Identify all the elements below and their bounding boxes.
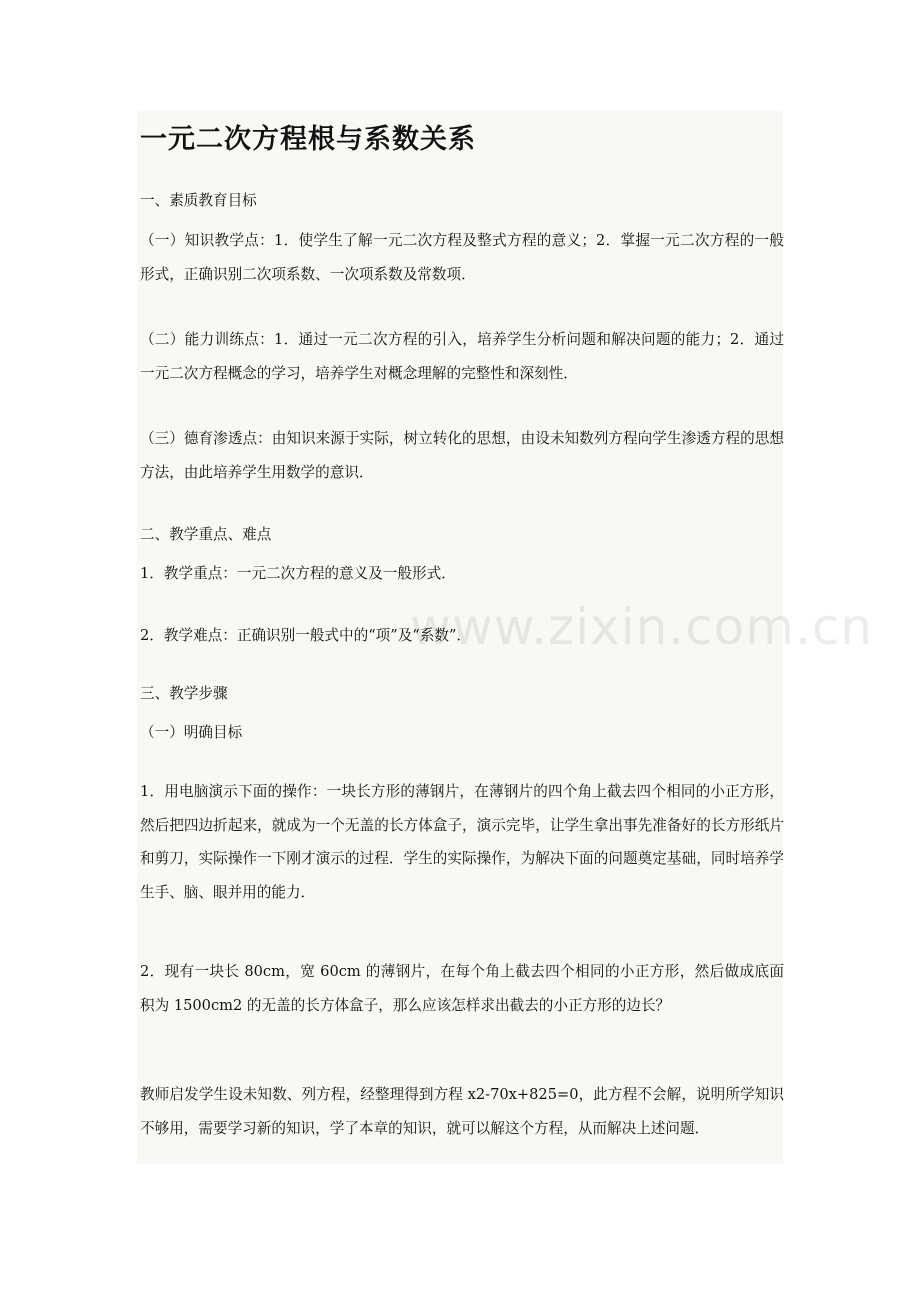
section-heading-goals: 一、素质教育目标 <box>140 192 257 209</box>
watermark: www.zixin.com.cn <box>410 598 874 656</box>
paragraph-teacher-guidance: 教师启发学生设未知数、列方程，经整理得到方程 x2-70x+825=0，此方程不会解，说明所学知识不够用，需要学习新的知识，学了本章的知识，就可以解这个方程，从而解决上述问题． <box>140 1086 784 1137</box>
paragraph-knowledge-points: （一）知识教学点：1．使学生了解一元二次方程及整式方程的意义；2．掌握一元二次方程的一般形式，正确识别二次项系数、一次项系数及常数项． <box>140 232 784 283</box>
paragraph-moral-points: （三）德育渗透点：由知识来源于实际，树立转化的思想，由设未知数列方程向学生渗透方程的思想方法，由此培养学生用数学的意识． <box>140 430 784 481</box>
paragraph-key-point: 1．教学重点：一元二次方程的意义及一般形式． <box>140 565 456 582</box>
document-title: 一元二次方程根与系数关系 <box>140 124 476 155</box>
section-heading-steps: 三、教学步骤 <box>140 685 228 702</box>
paragraph-ability-points: （二）能力训练点：1．通过一元二次方程的引入，培养学生分析问题和解决问题的能力；2．通过一元二次方程概念的学习，培养学生对概念理解的完整性和深刻性． <box>140 331 784 382</box>
paragraph-difficult-point: 2．教学难点：正确识别一般式中的“项”及“系数”． <box>140 627 472 644</box>
paragraph-demo-operation: 1．用电脑演示下面的操作：一块长方形的薄钢片，在薄钢片的四个角上截去四个相同的小正方形，然后把四边折起来，就成为一个无盖的长方体盒子，演示完毕，让学生拿出事先准备好的长方形纸片和剪刀，实际操作一下刚才演示的过程．学生的实际操作，为解决下面的问题奠定基础，同时培养学生手、脑、眼并用的能力． <box>140 783 784 901</box>
subheading-clear-goals: （一）明确目标 <box>140 724 243 741</box>
section-heading-key-points: 二、教学重点、难点 <box>140 526 272 543</box>
paragraph-steel-sheet-problem: 2．现有一块长 80cm，宽 60cm 的薄钢片，在每个角上截去四个相同的小正方形，然后做成底面积为 1500cm2 的无盖的长方体盒子，那么应该怎样求出截去的小正方形的边长？ <box>140 963 784 1014</box>
